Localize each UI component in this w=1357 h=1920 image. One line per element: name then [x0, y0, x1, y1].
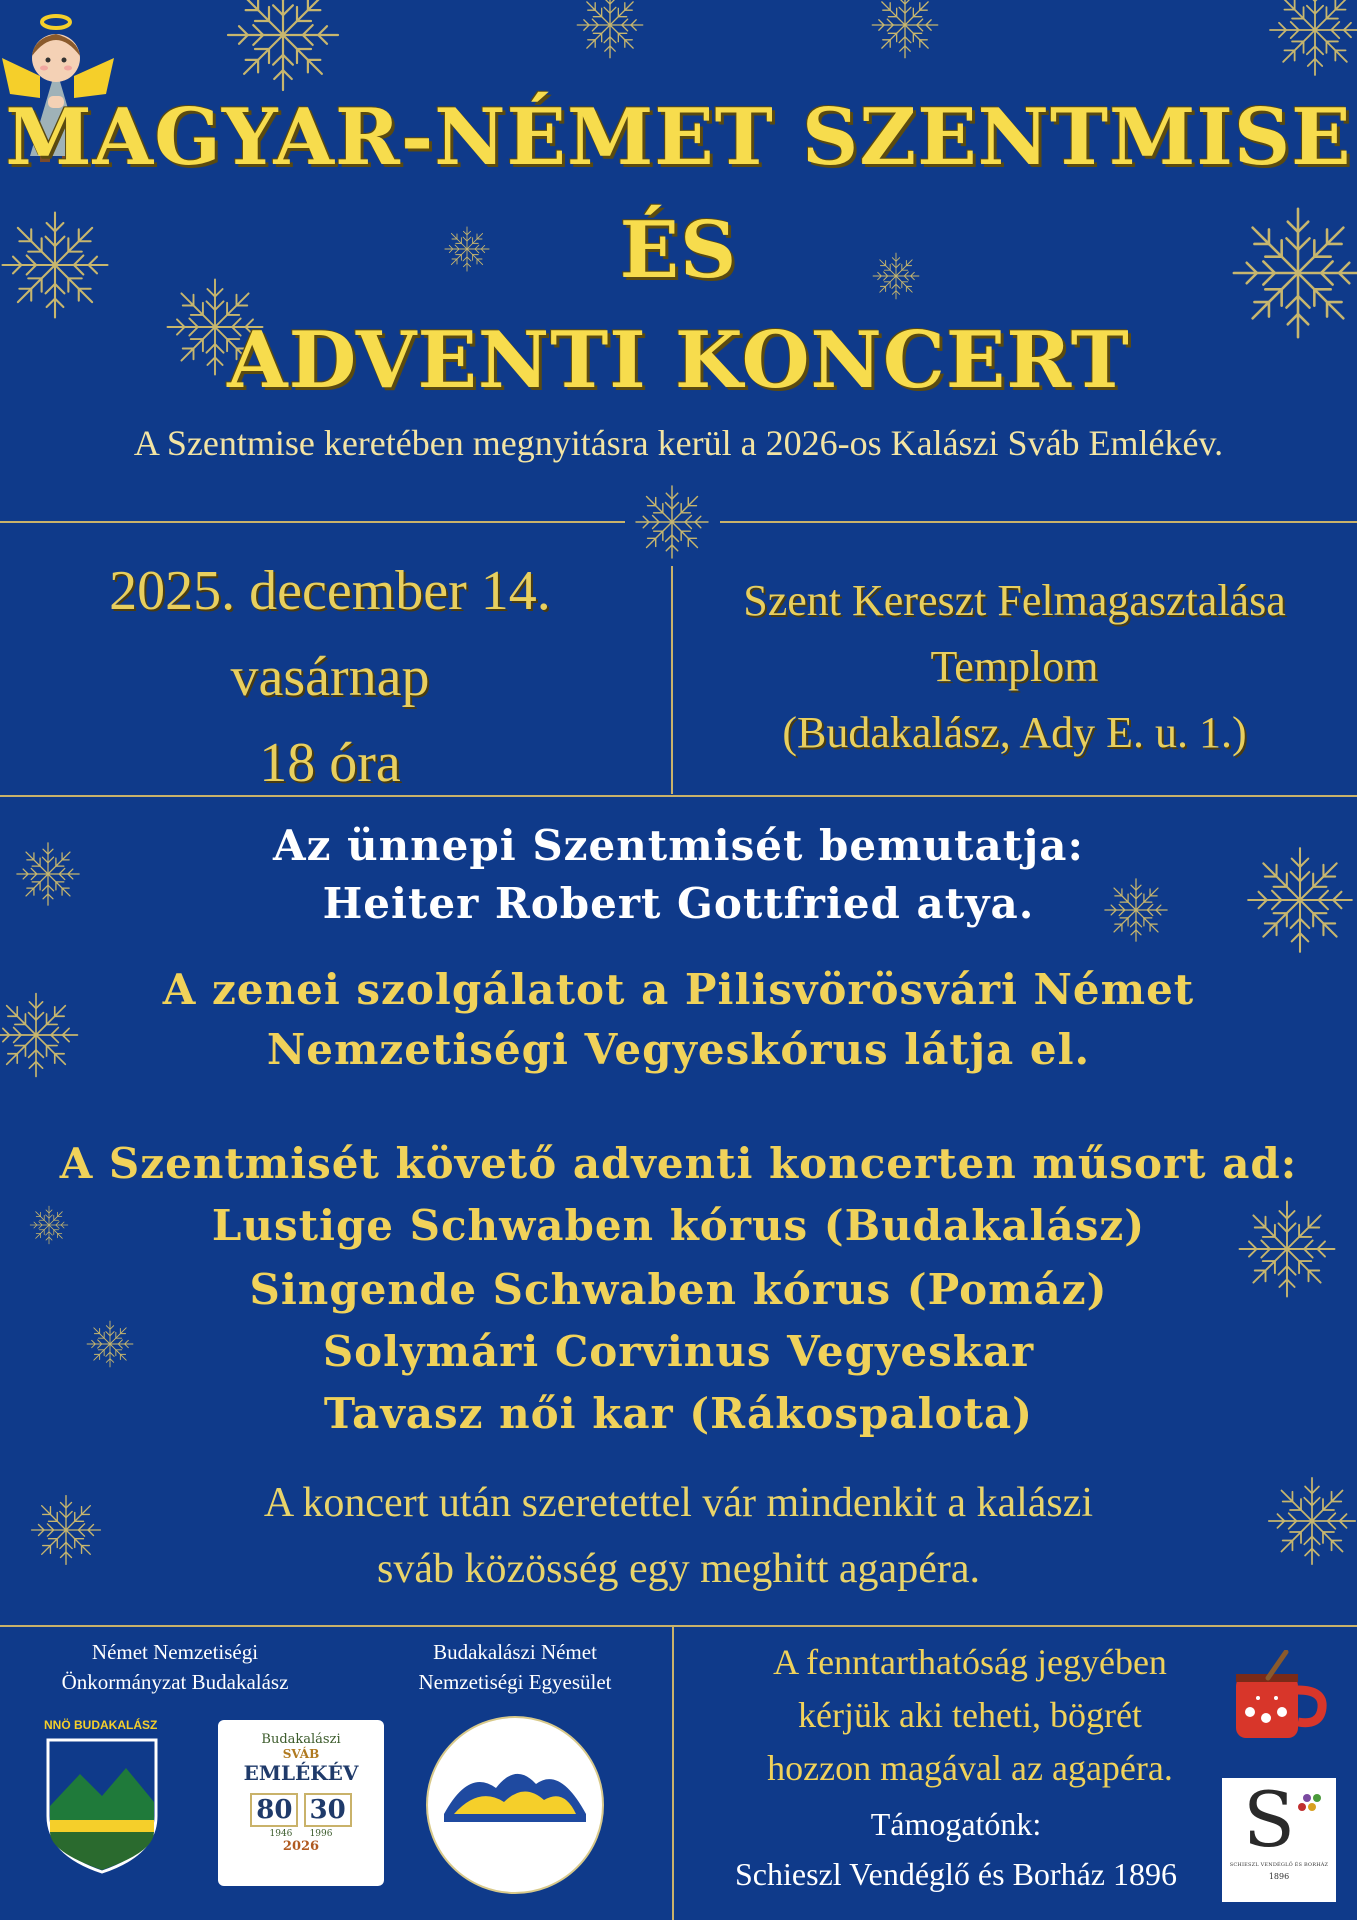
sponsor-name: Schieszl Vendéglő és Borház 1896	[735, 1856, 1177, 1892]
concert-intro: A Szentmisét követő adventi koncerten műsort ad:	[59, 1139, 1298, 1188]
event-time: 18 óra	[259, 732, 401, 794]
title-line-2: ÉS	[619, 205, 738, 296]
venue-address: (Budakalász, Ady E. u. 1.)	[782, 708, 1247, 757]
music-line-2: Nemzetiségi Vegyeskórus látja el.	[266, 1025, 1091, 1074]
event-date-block	[0, 548, 660, 806]
sponsor-logo: S SCHIESZL VENDÉGLŐ ÉS BORHÁZ 1896	[1222, 1778, 1336, 1902]
performer-item: Singende Schwaben kórus (Pomáz)	[249, 1265, 1108, 1314]
mass-priest: Heiter Robert Gottfried atya.	[322, 879, 1035, 928]
performer-item: Tavasz női kar (Rákospalota)	[323, 1389, 1034, 1438]
nno-logo	[44, 1718, 164, 1878]
s-monogram-icon	[1229, 1778, 1329, 1858]
snowflake-icon	[850, 0, 960, 70]
snowflake-icon	[188, 0, 378, 95]
divider	[720, 521, 1357, 523]
mass-intro: Az ünnepi Szentmisét bemutatja:	[273, 821, 1084, 870]
music-line-1: A zenei szolgálatot a Pilisvörösvári Német	[162, 965, 1195, 1014]
venue-name: Szent Kereszt Felmagasztalása	[743, 576, 1286, 625]
performer-item: Solymári Corvinus Vegyeskar	[322, 1327, 1035, 1376]
closing-line-1: A koncert után szeretettel vár mindenkit a kalászi	[263, 1480, 1094, 1526]
performer-item: Lustige Schwaben kórus (Budakalász)	[211, 1201, 1146, 1250]
snowflake-icon	[555, 0, 665, 70]
divider	[0, 521, 625, 523]
sustainability-note: A fenntarthatóság jegyében kérjük aki teheti, bögrét hozzon magával az agapéra.	[767, 1642, 1173, 1788]
closing-line-2: sváb közösség egy meghitt agapéra.	[377, 1546, 980, 1592]
closing-text	[0, 1470, 1357, 1602]
divider	[672, 1627, 674, 1920]
title-line-1: MAGYAR-NÉMET SZENTMISE	[5, 92, 1352, 183]
venue-type: Templom	[930, 642, 1099, 691]
organizer-2-name: Budakalászi Német Nemzetiségi Egyesület	[418, 1640, 612, 1694]
event-date: 2025. december 14.	[109, 560, 551, 622]
event-day: vasárnap	[230, 646, 430, 708]
emlekev-logo: Budakalászi SVÁB EMLÉKÉV 80 30 1946 1996 2026	[218, 1720, 384, 1886]
sponsor-label: Támogatónk:	[870, 1806, 1042, 1842]
snowflake-icon	[1260, 0, 1357, 90]
svg-text:S: S	[1242, 1778, 1296, 1858]
egyesulet-logo	[424, 1714, 606, 1896]
venue-block	[672, 568, 1357, 766]
organizer-1-name: Német Nemzetiségi Önkormányzat Budakalász	[61, 1640, 289, 1694]
subtitle: A Szentmise keretében megnyitásra kerül a 2026-os Kalászi Sváb Emlékév.	[133, 423, 1224, 463]
shield-icon	[44, 1736, 160, 1876]
divider	[0, 1625, 1357, 1627]
mug-icon	[1228, 1650, 1328, 1746]
nno-logo-text: NNÖ BUDAKALÁSZ	[44, 1718, 158, 1732]
title-line-3: ADVENTI KONCERT	[227, 315, 1130, 406]
